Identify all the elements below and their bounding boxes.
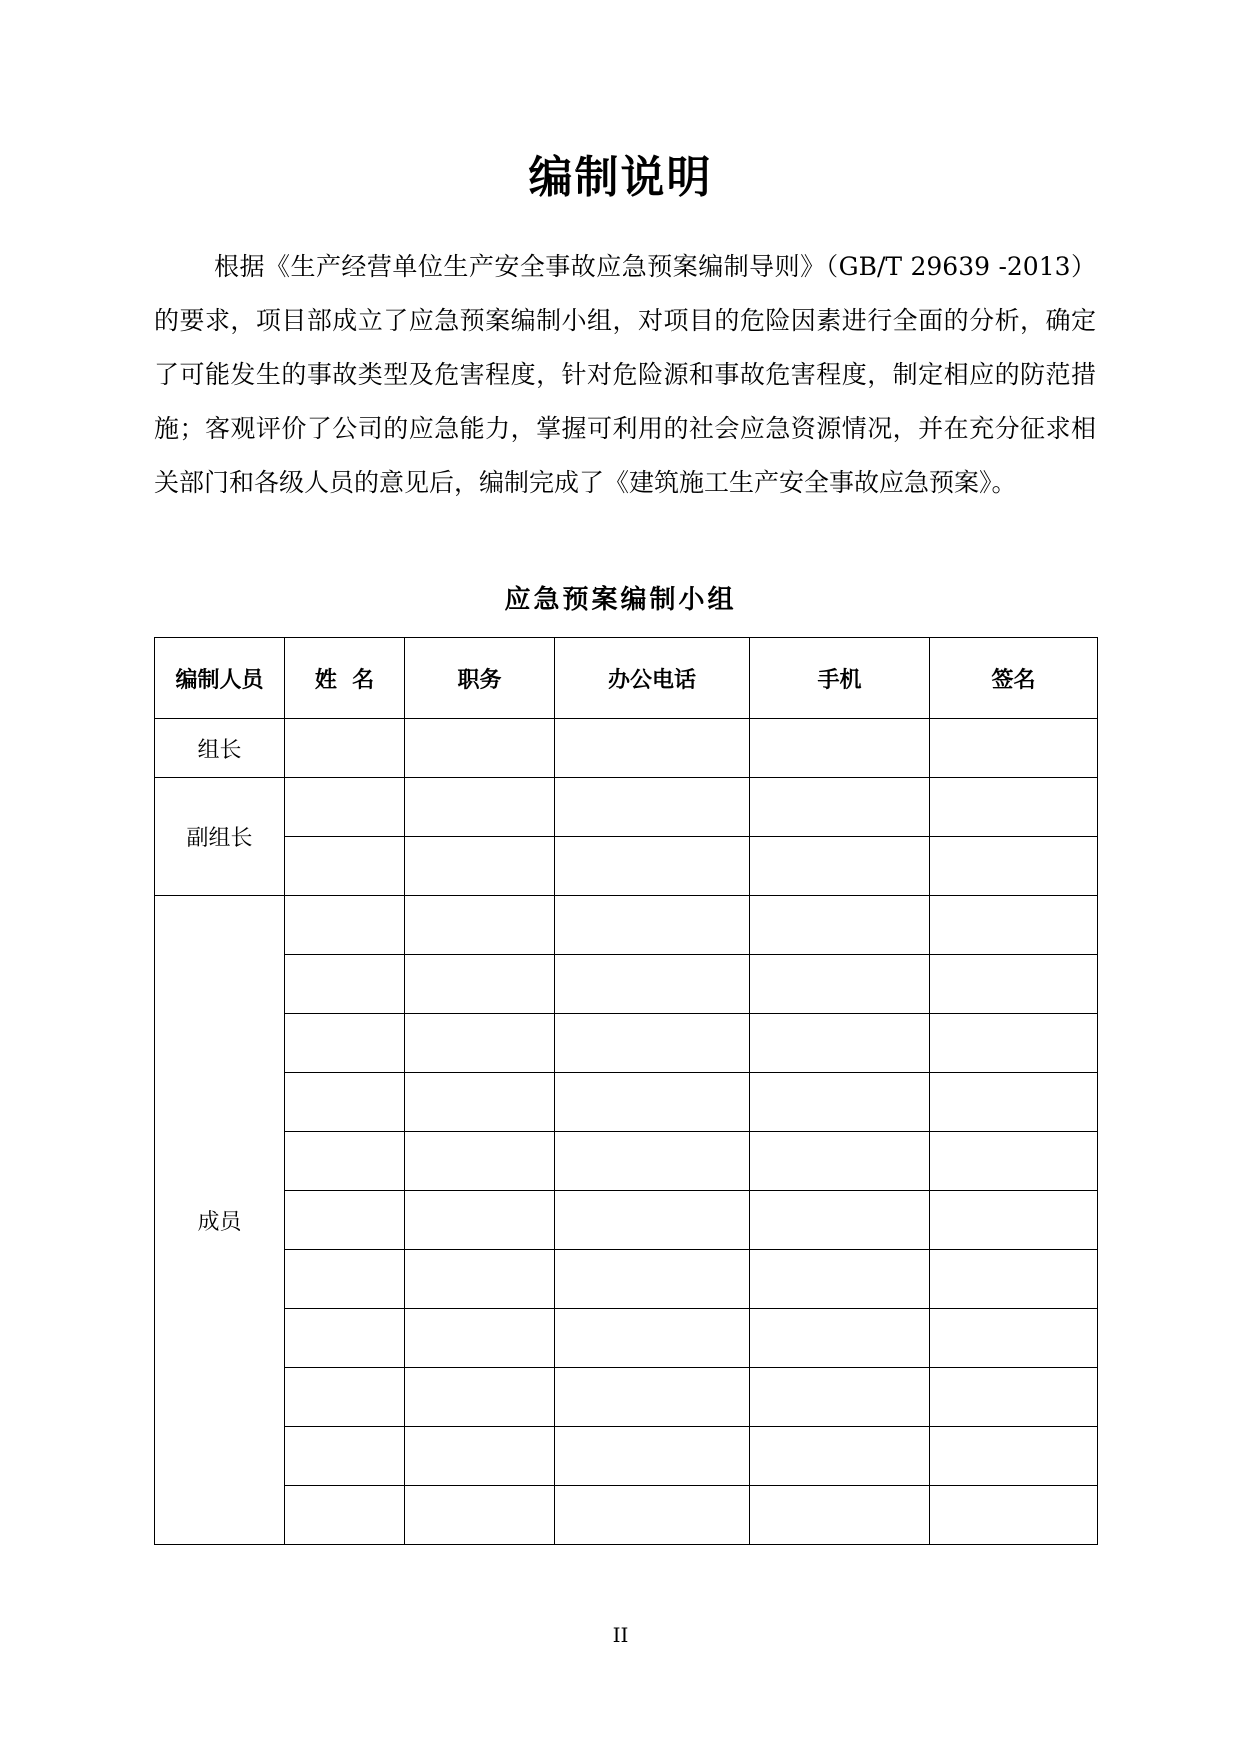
table-cell [285,719,405,778]
table-cell [555,719,750,778]
table-row [155,1132,1098,1191]
table-cell [405,1427,555,1486]
header-name: 姓 名 [285,638,405,719]
table-cell [930,955,1098,1014]
table-cell [285,1368,405,1427]
staff-table [154,637,1098,1545]
table-cell [750,1368,930,1427]
table-cell [555,1250,750,1309]
table-cell [930,1309,1098,1368]
table-cell [285,1309,405,1368]
table-cell [555,1368,750,1427]
table-cell [405,1014,555,1073]
table-row [155,1427,1098,1486]
table-cell [930,837,1098,896]
role-leader: 组长 [155,719,285,778]
table-cell [555,896,750,955]
table-cell [555,1427,750,1486]
header-mobile: 手机 [750,638,930,719]
table-cell [285,1427,405,1486]
table-row [155,1250,1098,1309]
table-cell [405,955,555,1014]
table-cell [750,955,930,1014]
table-cell [750,1250,930,1309]
table-cell [750,1073,930,1132]
role-deputy: 副组长 [155,778,285,896]
table-cell [930,1073,1098,1132]
table-cell [750,778,930,837]
table-cell [405,1368,555,1427]
table-cell [285,1191,405,1250]
table-cell [285,896,405,955]
header-office-phone: 办公电话 [555,638,750,719]
table-row [155,1073,1098,1132]
table-row [155,1368,1098,1427]
page-title: 编制说明 [528,152,713,203]
table-cell [930,896,1098,955]
table-cell [555,1309,750,1368]
table-cell [285,1014,405,1073]
table-cell [285,955,405,1014]
table-cell [555,837,750,896]
header-position: 职务 [405,638,555,719]
table-row [155,719,1098,778]
table-row [155,896,1098,955]
header-signature: 签名 [930,638,1098,719]
table-cell [750,1427,930,1486]
table-cell [405,1309,555,1368]
table-cell [555,1191,750,1250]
table-row [155,1309,1098,1368]
table-cell [405,1073,555,1132]
table-cell [930,1486,1098,1545]
table-cell [285,1250,405,1309]
table-cell [750,1486,930,1545]
table-row [155,1191,1098,1250]
table-cell [285,1132,405,1191]
table-title: 应急预案编制小组 [504,585,737,615]
table-cell [930,1250,1098,1309]
table-cell [750,837,930,896]
table-cell [405,1250,555,1309]
table-row [155,1014,1098,1073]
table-cell [405,1191,555,1250]
header-editor: 编制人员 [155,638,285,719]
table-cell [285,1486,405,1545]
table-cell [750,1191,930,1250]
table-cell [405,719,555,778]
table-cell [750,1132,930,1191]
table-cell [405,837,555,896]
table-cell [930,1132,1098,1191]
page-number: II [612,1623,629,1647]
table-row [155,1486,1098,1545]
table-row [155,837,1098,896]
table-cell [555,1132,750,1191]
table-cell [930,1427,1098,1486]
table-cell [750,896,930,955]
table-cell [930,719,1098,778]
table-cell [750,1309,930,1368]
intro-paragraph: 根据《生产经营单位生产安全事故应急预案编制导则》（GB/T 29639 -2013）的要求，项目部成立了应急预案编制小组，对项目的危险因素进行全面的分析，确定了可能发生的事故类型及危害程度，针对危险源和事故危害程度，制定相应的防范措施；客观评价了公司的应急能力，掌握可利用的社会应急资源情况，并在充分征求相关部门和各级人员的意见后，编制完成了《建筑施工生产安全事故应急预案》。 [154,252,1096,497]
table-cell [930,1191,1098,1250]
table-cell [405,896,555,955]
table-cell [405,1132,555,1191]
table-cell [555,1073,750,1132]
table-cell [405,778,555,837]
table-cell [285,1073,405,1132]
role-member: 成员 [155,896,285,1545]
table-cell [285,837,405,896]
table-cell [285,778,405,837]
table-cell [750,719,930,778]
table-cell [555,1486,750,1545]
table-row [155,955,1098,1014]
table-cell [555,778,750,837]
table-cell [930,1014,1098,1073]
table-cell [555,955,750,1014]
table-cell [555,1014,750,1073]
table-row [155,778,1098,837]
table-header-row [155,638,1098,719]
table-cell [930,1368,1098,1427]
table-cell [750,1014,930,1073]
table-cell [930,778,1098,837]
table-cell [405,1486,555,1545]
